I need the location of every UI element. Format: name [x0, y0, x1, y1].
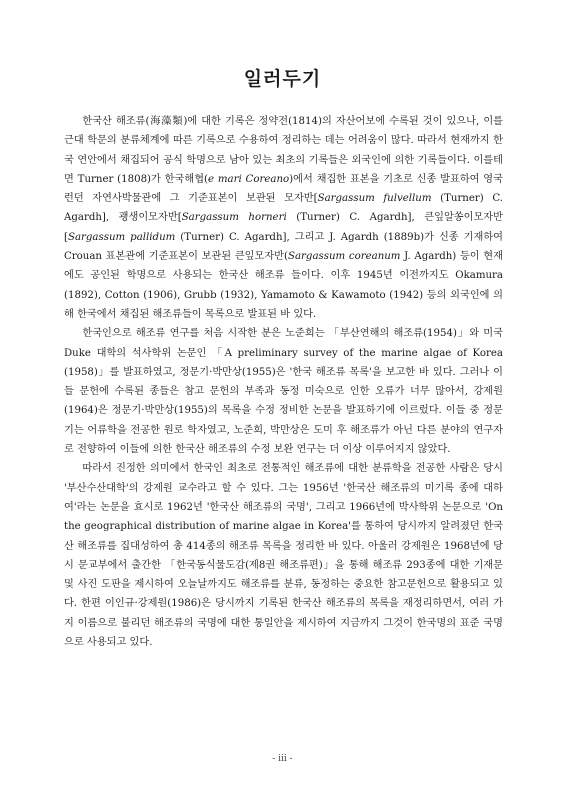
scientific-name: Sargassum fulvellum	[317, 193, 432, 205]
text-run: 한국산 해조류(海藻類)에 대한 기록은 정약전(1814)의 자산어보에 수록된 것이 있으나, 이를 근대 학문의 분류체계에 따른 기록으로 수용하여 정리하는 데는 어려움이 많다. 따라서 현재까지 한국 연안에서 채집되어 공식 학명으로 남아 있는 최초의 기록들은 외국인에 의한 기록들이다. 이를테면 Turner (1808)가 한국해협(	[64, 116, 503, 185]
paragraph-3	[64, 459, 503, 652]
scientific-name: Sargassum pallidum	[67, 231, 176, 243]
scientific-name: Sargassum coreanum	[288, 251, 401, 263]
text-run: )에서 채집한 표본을 기초로 신종 발표하여 영국 런던 자연사박물관에 그 기준표본이 보관된 모자반[	[64, 173, 503, 205]
text-run: 따라서 진정한 의미에서 한국인 최초로 전통적인 해조류에 대한 분류학을 전공한 사람은 당시 '부산수산대학'의 강제원 교수라고 할 수 있다. 그는 1956년 '한국산 해조류의 미기록 종에 대하여'라는 논문을 효시로 1962년 '한국산 해조류의 국명', 그리고 1966년에 박사학위 논문으로 'On the geographical distribution of marine algae in Korea'를 통하여 당시까지 알려졌던 한국산 해조류를 집대성하여 총 414종의 해조류 목록을 정리한 바 있다. 아울러 강제원은 1968년에 당시 문교부에서 출간한 「한국동식물도감(제8권 해조류편)」을 통해 해조류 293종에 대한 기재문 및 사진 도판을 제시하여 오늘날까지도 해조류를 분류, 동정하는 중요한 참고문헌으로 활용되고 있다. 한편 이인규·강제원(1986)은 당시까지 기록된 한국산 해조류의 목록을 재정리하면서, 여러 가지 이름으로 불리던 해조류의 국명에 대한 통일안을 제시하여 지금까지 그것이 한국명의 표준 국명으로 사용되고 있다.	[64, 463, 503, 649]
document-body	[64, 112, 503, 652]
text-run: 한국인으로 해조류 연구를 처음 시작한 분은 노준희는 「부산연해의 해조류(1954)」와 미국 Duke 대학의 석사학위 논문인 「A preliminary survey of the marine algae of Korea (1958)」를 발표하였고, 정문기·박만상(1955)은 '한국 해조류 목록'을 보고한 바 있다. 그러나 이들 문헌에 수록된 종들은 참고 문헌의 부족과 동정 미숙으로 인한 오류가 너무 많아서, 강제원(1964)은 정문기·박만상(1955)의 목록을 수정 정비한 논문을 발표하기에 이르렀다. 이들 중 정문기는 어류학을 전공한 원로 학자였고, 노준희, 박만상은 도미 후 해조류가 아닌 다른 분야의 연구자로 전향하여 이들에 의한 한국산 해조류의 수정 보완 연구는 더 이상 이루어지지 않았다.	[64, 328, 503, 456]
scientific-name: Sargassum horneri	[181, 212, 287, 224]
text-run: (Turner) C. Agardh], 괭생이모자반[	[64, 193, 504, 224]
text-run: (Turner) C. Agardh], 큰잎알쏭이모자반[	[64, 212, 503, 243]
scientific-name: e mari Coreano	[208, 173, 290, 185]
text-run: (Turner) C. Agardh], 그리고 J. Agardh (1889b)가 신종 기재하여 Crouan 표본관에 기준표본이 보관된 큰잎모자반(	[64, 231, 503, 263]
text-run: J. Agardh) 등이 현재에도 공인된 학명으로 사용되는 한국산 해조류 들이다. 이후 1945년 이전까지도 Okamura (1892), Cotton (1906), Grubb (1932), Yamamoto & Kawamoto (1942) 등의 외국인에 의해 한국에서 채집된 해조류들이 목록으로 발표된 바 있다.	[64, 251, 503, 320]
paragraph-1	[64, 112, 503, 324]
paragraph-2	[64, 324, 503, 459]
page-number: - iii -	[272, 754, 293, 764]
page-title: 일러두기	[243, 68, 322, 90]
